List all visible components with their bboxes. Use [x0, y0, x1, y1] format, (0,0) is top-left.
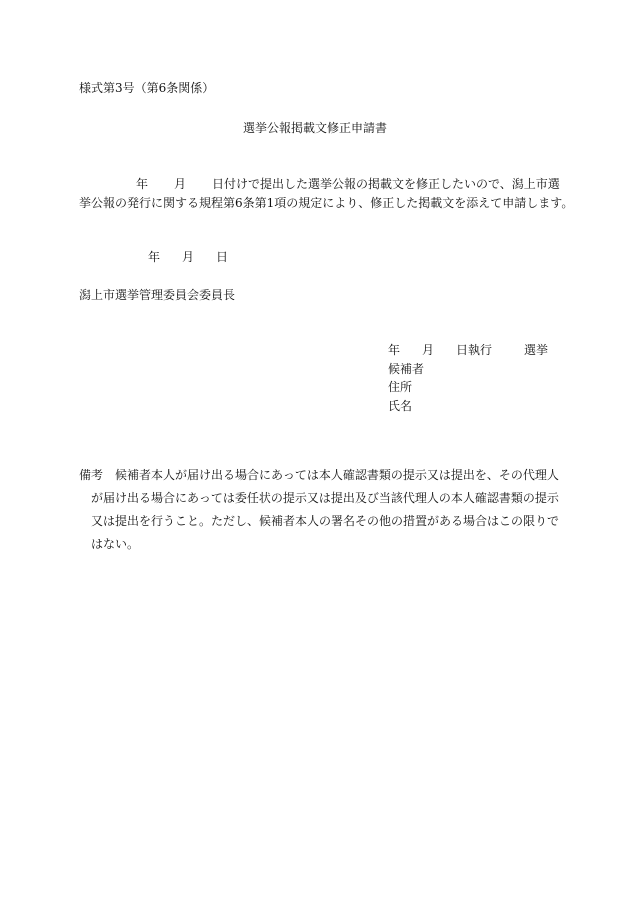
remarks-line-3: 又は提出を行うこと。ただし、候補者本人の署名その他の措置がある場合はこの限りで [91, 514, 560, 528]
address-label: 住所 [388, 380, 413, 394]
remarks-line-1-text: 候補者本人が届け出る場合にあっては本人確認書類の提示又は提出を、その代理人 [115, 468, 559, 482]
remarks-line-1 [79, 467, 559, 483]
date-day-label: 日 [216, 250, 229, 264]
remarks-line-4: はない。 [91, 537, 140, 551]
body-line-1 [79, 176, 560, 192]
body-year-label: 年 [136, 177, 149, 191]
applicant-election-label: 選挙 [524, 343, 549, 357]
applicant-year-label: 年 [388, 343, 401, 357]
application-date [148, 249, 228, 265]
candidate-label: 候補者 [388, 362, 425, 376]
applicant-day-executed-label: 日執行 [456, 343, 493, 357]
date-year-label: 年 [148, 250, 161, 264]
body-line-2: 挙公報の発行に関する規程第6条第1項の規定により、修正した掲載文を添えて申請します。 [79, 196, 574, 210]
body-line-1-text: 日付けで提出した選挙公報の掲載文を修正したいので、潟上市選 [212, 177, 560, 191]
body-month-label: 月 [174, 177, 187, 191]
document-title: 選挙公報掲載文修正申請書 [242, 121, 387, 135]
date-month-label: 月 [182, 250, 195, 264]
remarks-heading: 備考 [79, 468, 104, 482]
applicant-month-label: 月 [422, 343, 435, 357]
addressee: 潟上市選挙管理委員会委員長 [79, 288, 236, 302]
applicant-election-line [388, 342, 548, 358]
remarks-line-2: が届け出る場合にあっては委任状の提示又は提出及び当該代理人の本人確認書類の提示 [91, 491, 559, 505]
form-number: 様式第3号（第6条関係） [79, 81, 215, 95]
name-label: 氏名 [388, 399, 413, 413]
